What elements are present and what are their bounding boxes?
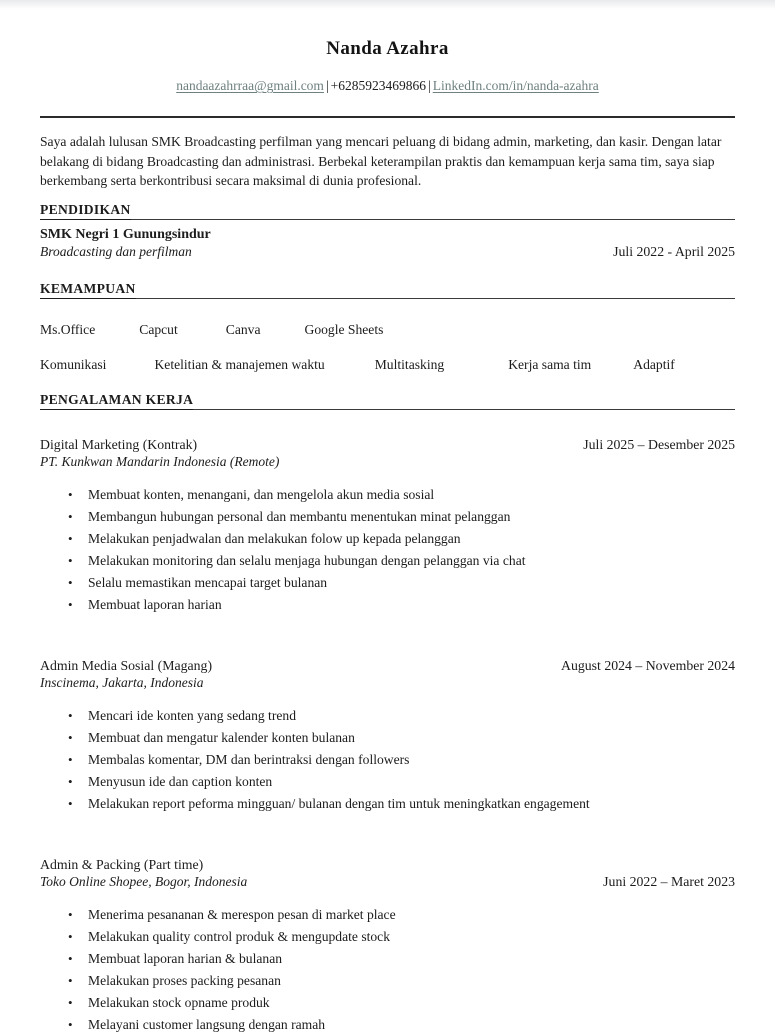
experience-bullet-list [40,484,735,616]
experience-entry [40,857,735,1036]
skill-item: Kerja sama tim [508,357,592,373]
experience-bullet: • Melayani customer langsung dengan ramah [88,1014,735,1036]
skills-row-tools [40,322,735,338]
linkedin-link[interactable]: LinkedIn.com/in/nanda-azahra [432,78,599,93]
experience-bullet-list [40,904,735,1036]
skill-item: Komunikasi [40,357,107,373]
section-header-education [40,201,735,221]
skill-item: Multitasking [374,357,445,373]
experience-company: PT. Kunkwan Mandarin Indonesia (Remote) [40,454,280,470]
summary-paragraph: Saya adalah lulusan SMK Broadcasting perfilman yang mencari peluang di bidang admin, marketing, dan kasir. Dengan latar belakang di bidang Broadcasting dan administrasi. Berbekal keterampilan praktis dan kemampuan kerja sama tim, saya siap berkembang serta berkontribusi secara maksimal di dunia profesional. [40,134,722,189]
experience-job-title: Admin & Packing (Part time) [40,857,204,873]
email-link[interactable]: nandaazahrraa@gmail.com [176,78,324,93]
section-title-skills: KEMAMPUAN [40,281,136,299]
experience-entry [40,437,735,616]
skill-item: Adaptif [633,357,675,373]
experience-title-row [40,437,735,453]
experience-date: Juli 2025 – Desember 2025 [583,437,735,453]
experience-bullet: • Menyusun ide dan caption konten [88,771,735,793]
experience-bullet: • Mencari ide konten yang sedang trend [88,705,735,727]
experience-company: Inscinema, Jakarta, Indonesia [40,675,204,691]
experience-bullet: • Membalas komentar, DM dan berintraksi dengan followers [88,749,735,771]
skill-item: Canva [225,322,261,338]
section-header-experience [40,391,735,411]
experience-bullet: • Melakukan report peforma mingguan/ bulanan dengan tim untuk meningkatkan engagement [88,793,735,815]
page-top-shadow [0,0,775,9]
skills-row-soft [40,357,735,373]
experience-job-title: Admin Media Sosial (Magang) [40,658,213,674]
contact-separator-2: | [428,78,431,93]
section-title-experience: PENGALAMAN KERJA [40,392,193,410]
experience-bullet: • Menerima pesananan & merespon pesan di market place [88,904,735,926]
contact-separator-1: | [325,78,329,93]
experience-company-row [40,873,735,890]
experience-bullet: • Selalu memastikan mencapai target bulanan [88,572,735,594]
experience-bullet: • Membuat konten, menangani, dan mengelola akun media sosial [88,484,735,506]
education-school: SMK Negri 1 Gunungsindur [40,227,211,243]
education-entry [40,227,735,260]
section-header-skills [40,280,735,300]
experience-bullet: • Melakukan quality control produk & mengupdate stock [88,926,735,948]
skill-item: Ms.Office [40,322,96,338]
section-title-education: PENDIDIKAN [40,202,131,220]
skill-item: Google Sheets [304,322,384,338]
experience-bullet: • Membuat dan mengatur kalender konten bulanan [88,727,735,749]
skill-item: Ketelitian & manajemen waktu [154,357,325,373]
skill-item: Capcut [139,322,178,338]
candidate-name: Nanda Azahra [326,38,449,59]
experience-bullet: • Melakukan proses packing pesanan [88,970,735,992]
education-date: Juli 2022 - April 2025 [613,244,735,260]
experience-title-row [40,857,735,873]
section-rule-education [40,219,735,220]
experience-bullet: • Membuat laporan harian & bulanan [88,948,735,970]
experience-job-title: Digital Marketing (Kontrak) [40,437,198,453]
experience-bullet: • Melakukan penjadwalan dan melakukan folow up kepada pelanggan [88,528,735,550]
experience-title-row [40,658,735,674]
phone-number: +6285923469866 [330,78,427,93]
experience-date: Juni 2022 – Maret 2023 [603,874,735,890]
header-divider [40,116,735,118]
experience-bullet: • Melakukan monitoring dan selalu menjaga hubungan dengan pelanggan via chat [88,550,735,572]
section-rule-skills [40,298,735,299]
education-major: Broadcasting dan perfilman [40,244,192,260]
experience-company: Toko Online Shopee, Bogor, Indonesia [40,874,248,890]
contact-line [40,78,735,94]
education-detail-row [40,244,735,260]
experience-bullet-list [40,705,735,815]
experience-entry [40,658,735,815]
experience-date: August 2024 – November 2024 [561,658,735,674]
experience-bullet: • Membuat laporan harian [88,594,735,616]
experience-bullet: • Melakukan stock opname produk [88,992,735,1014]
experience-bullet: • Membangun hubungan personal dan membantu menentukan minat pelanggan [88,506,735,528]
